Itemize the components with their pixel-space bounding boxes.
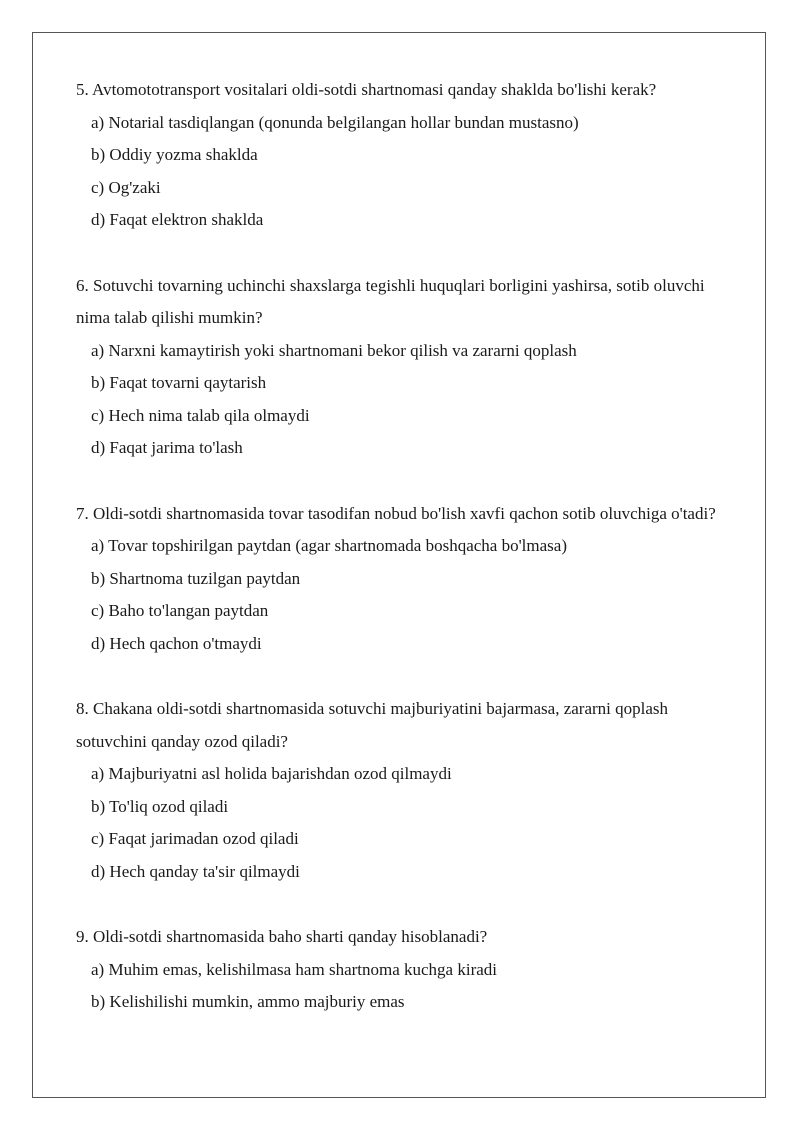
answer-option-c: c) Faqat jarimadan ozod qiladi (91, 829, 299, 848)
answer-option-d: d) Faqat jarima to'lash (91, 438, 243, 457)
answer-options (76, 758, 736, 888)
answer-options (76, 954, 736, 1019)
question-6 (76, 270, 736, 465)
question-9 (76, 921, 736, 1019)
answer-option-d: d) Hech qanday ta'sir qilmaydi (91, 861, 300, 881)
answer-option-a: a) Majburiyatni asl holida bajarishdan ozod qilmaydi (91, 764, 452, 783)
answer-option-c: c) Hech nima talab qila olmaydi (91, 405, 310, 425)
answer-option-a: a) Notarial tasdiqlangan (qonunda belgilangan hollar bundan mustasno) (91, 112, 579, 132)
answer-option-b: b) Oddiy yozma shaklda (91, 145, 258, 164)
answer-option-d: d) Hech qachon o'tmaydi (91, 633, 262, 653)
answer-options (76, 107, 736, 237)
answer-option-b: b) Shartnoma tuzilgan paytdan (91, 568, 301, 588)
answer-option-a: a) Narxni kamaytirish yoki shartnomani bekor qilish va zararni qoplash (91, 340, 577, 360)
answer-option-b: b) To'liq ozod qiladi (91, 796, 229, 816)
answer-option-c: c) Og'zaki (91, 177, 161, 197)
question-7 (76, 498, 736, 661)
answer-option-d: d) Faqat elektron shaklda (91, 210, 264, 229)
question-text: 7. Oldi-sotdi shartnomasida tovar tasodifan nobud bo'lish xavfi qachon sotib oluvchiga o'tadi? (76, 503, 716, 523)
answer-option-a: a) Tovar topshirilgan paytdan (agar shartnomada boshqacha bo'lmasa) (91, 536, 567, 555)
answer-option-b: b) Faqat tovarni qaytarish (91, 373, 267, 392)
answer-options (76, 335, 736, 465)
question-text: 8. Chakana oldi-sotdi shartnomasida sotuvchi majburiyatini bajarmasa, zararni qoplash sotuvchini qanday ozod qiladi? (76, 699, 669, 751)
document-body (76, 74, 736, 1052)
answer-options (76, 530, 736, 660)
answer-option-b: b) Kelishilishi mumkin, ammo majburiy emas (91, 992, 405, 1011)
answer-option-c: c) Baho to'langan paytdan (91, 601, 269, 620)
question-text: 5. Avtomototransport vositalari oldi-sotdi shartnomasi qanday shaklda bo'lishi kerak? (76, 80, 657, 99)
question-8 (76, 693, 736, 888)
question-text: 6. Sotuvchi tovarning uchinchi shaxslarga tegishli huquqlari borligini yashirsa, sotib oluvchi nima talab qilishi mumkin? (76, 275, 705, 327)
question-text: 9. Oldi-sotdi shartnomasida baho sharti qanday hisoblanadi? (76, 927, 488, 946)
question-5 (76, 74, 736, 237)
answer-option-a: a) Muhim emas, kelishilmasa ham shartnoma kuchga kiradi (91, 959, 498, 979)
